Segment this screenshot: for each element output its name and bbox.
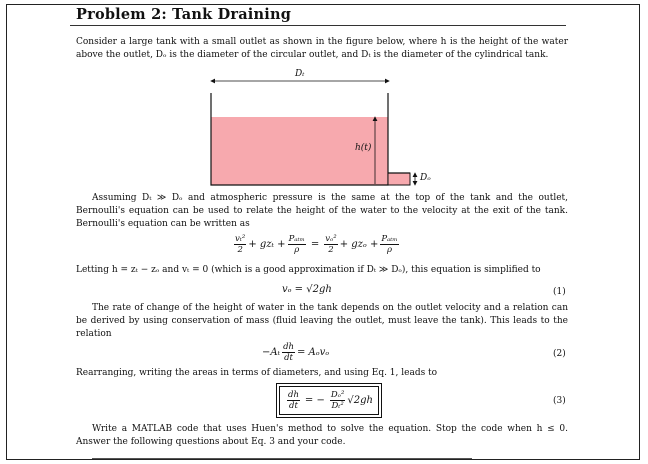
problem-title: Problem 2: Tank Draining (76, 6, 292, 23)
task-paragraph: Write a MATLAB code that uses Huen's method to solve the equation. Stop the code when h ≤ 0. Answer the following questions about Eq. 3 and your code. (76, 424, 568, 447)
outlet-pipe (388, 173, 410, 185)
bernoulli-term-outlet-elevation: + gzₒ + (339, 239, 379, 250)
outlet-diameter-label: Dₒ (420, 173, 431, 183)
bernoulli-term-tank-elevation: + gzₜ + (248, 239, 286, 250)
equation-2-lhs: −Aₜ (262, 347, 281, 358)
intro-paragraph: Consider a large tank with a small outlet as shown in the figure below, where h is the height of the water above the outlet, Dₒ is the diameter of the circular outlet, and Dₜ is the diameter of the cylindrical tank. (76, 37, 568, 60)
tank-diameter-label: Dₜ (295, 69, 305, 79)
height-label: h(t) (355, 143, 372, 153)
equation-3-equals: = − (304, 395, 325, 406)
bernoulli-term-outlet-velocity: $\frac{\text{vₒ²}}{2}$ (325, 234, 337, 255)
simplification-paragraph: Letting h = zₜ − zₒ and vₜ = 0 (which is a good approximation if Dₜ ≫ Dₒ), this equation is simplified to (76, 265, 541, 275)
equation-2-rhs: = Aₒvₒ (297, 347, 330, 358)
bernoulli-term-outlet-pressure: $\frac{\text{Pₐₜₘ}}{\rho}$ (381, 234, 398, 255)
rearranging-paragraph: Rearranging, writing the areas in terms of diameters, and using Eq. 1, leads to (76, 368, 438, 378)
bernoulli-equals: = (310, 239, 320, 250)
equation-1: vₒ = √2gh (282, 284, 332, 295)
bernoulli-term-tank-velocity: $\frac{\text{vₜ²}}{2}$ (235, 234, 246, 255)
assumption-paragraph: Assuming Dₜ ≫ Dₒ and atmospheric pressure is the same at the top of the tank and the outlet, Bernoulli's equation can be used to relate the height of the water to the velocity at the exit of the tank. Bernoulli's equation can be written as (76, 193, 568, 229)
equation-3 (279, 386, 379, 415)
bernoulli-term-tank-pressure: $\frac{\text{Pₐₜₘ}}{\rho}$ (288, 234, 305, 255)
equation-2-derivative: $\frac{dh}{dt}$ (283, 342, 294, 363)
bottom-divider (92, 458, 472, 459)
equation-3-number: (3) (553, 396, 566, 406)
equation-2-number: (2) (553, 349, 566, 359)
equation-2 (262, 342, 329, 363)
bernoulli-equation (232, 234, 401, 255)
equation-3-sqrt: √2gh (347, 395, 373, 406)
equation-1-number: (1) (553, 287, 566, 297)
equation-3-ratio: $\frac{\text{Dₒ²}}{\text{Dₜ²}}$ (330, 390, 345, 411)
equation-3-lhs: $\frac{dh}{dt}$ (288, 390, 299, 411)
mass-conservation-paragraph: The rate of change of the height of water in the tank depends on the outlet velocity and a relation can be derived by using conservation of mass (fluid leaving the outlet, must leave the tank). This leads to the relation (76, 303, 568, 339)
